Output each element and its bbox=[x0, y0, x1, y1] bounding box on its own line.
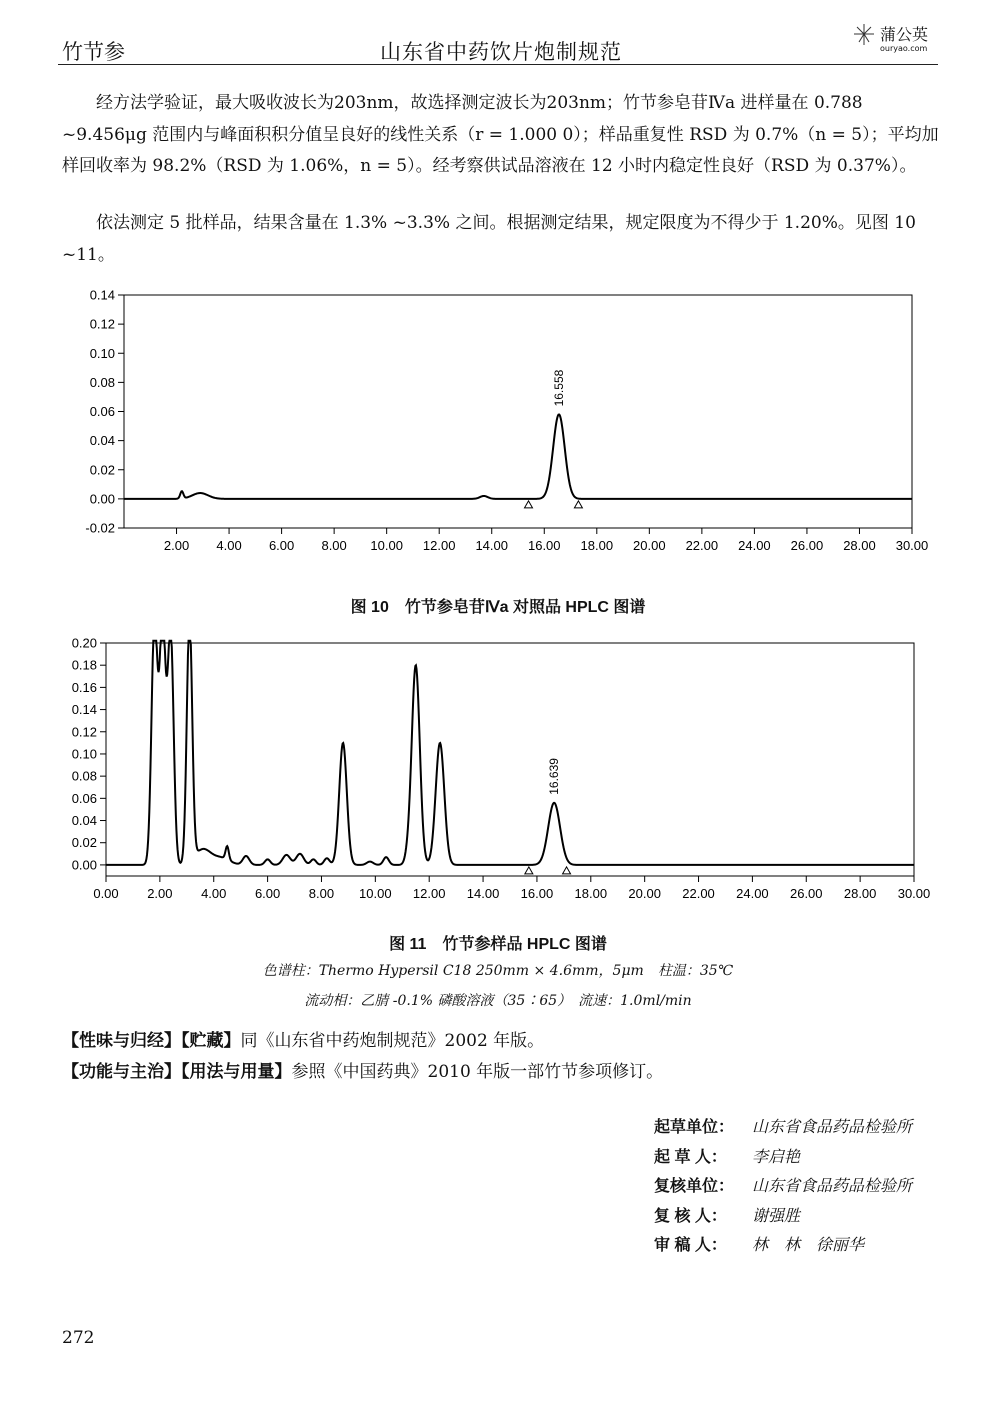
x-tick-label: 28.00 bbox=[843, 538, 876, 553]
y-tick-label: 0.14 bbox=[89, 287, 115, 303]
hplc-chart-sample bbox=[0, 628, 996, 918]
y-tick-label: 0.18 bbox=[71, 657, 97, 673]
x-tick-label: 30.00 bbox=[895, 538, 929, 553]
x-tick-label: 26.00 bbox=[790, 538, 824, 553]
credit-value: 林 林 徐丽华 bbox=[752, 1235, 865, 1254]
credit-value: 山东省食品药品检验所 bbox=[752, 1117, 913, 1136]
header-rule bbox=[58, 64, 938, 65]
chromatogram-trace bbox=[106, 641, 914, 865]
x-tick-label: 0.00 bbox=[93, 886, 119, 901]
running-header-book-title: 山东省中药饮片炮制规范 bbox=[380, 40, 622, 64]
x-tick-label: 24.00 bbox=[736, 886, 769, 901]
credit-value: 李启艳 bbox=[752, 1146, 801, 1166]
x-tick-label: 24.00 bbox=[738, 538, 771, 553]
y-tick-label: 0.08 bbox=[71, 768, 97, 784]
x-tick-label: 10.00 bbox=[359, 886, 392, 901]
method-validation-paragraph: 经方法学验证，最大吸收波长为203nm，故选择测定波长为203nm；竹节参皂苷Ⅳa 进样量在 0.788 ~9.456μg 范围内与峰面积积分值呈良好的线性关系（r = 1.000 0）；样品重复性 RSD 为 0.7%（n = 5）；平均加样回收率为 98.2%（RSD 为 1.06%，n = 5）。经考察供试品溶液在 12 小时内稳定性良好（RSD 为 0.37%）。 bbox=[62, 93, 939, 176]
credit-label: 起 草 人： bbox=[654, 1148, 727, 1166]
integration-marker bbox=[574, 501, 582, 508]
figure-11-caption: 图 11 竹节参样品 HPLC 图谱 bbox=[389, 936, 607, 953]
x-tick-label: 4.00 bbox=[216, 538, 242, 553]
plot-frame bbox=[106, 643, 914, 876]
dandelion-icon bbox=[852, 22, 876, 46]
credit-value: 山东省食品药品检验所 bbox=[752, 1176, 913, 1195]
x-tick-label: 2.00 bbox=[163, 538, 190, 553]
x-tick-label: 14.00 bbox=[475, 538, 509, 553]
running-header-title: 竹节参 bbox=[62, 40, 125, 64]
x-tick-label: 4.00 bbox=[201, 886, 227, 901]
y-tick-label: 0.06 bbox=[89, 404, 115, 419]
x-tick-label: 18.00 bbox=[580, 538, 614, 553]
column-conditions: 色谱柱：Thermo Hypersil C18 250mm × 4.6mm，5μm 柱温：35℃ bbox=[262, 963, 734, 979]
y-tick-label: 0.02 bbox=[89, 462, 115, 478]
integration-marker bbox=[563, 867, 571, 874]
mobile-phase-conditions: 流动相：乙腈 -0.1% 磷酸溶液（35∶65） 流速：1.0ml/min bbox=[304, 993, 692, 1009]
credit-label: 审 稿 人： bbox=[654, 1237, 727, 1254]
x-tick-label: 18.00 bbox=[574, 886, 608, 901]
plot-frame bbox=[124, 295, 912, 528]
y-tick-label: 0.20 bbox=[71, 635, 97, 651]
credit-label: 起草单位： bbox=[654, 1119, 735, 1136]
y-tick-label: 0.00 bbox=[89, 491, 115, 507]
section-heading: 【功能与主治】【用法与用量】 bbox=[62, 1062, 292, 1081]
section-function-usage bbox=[62, 1057, 663, 1082]
x-tick-label: 12.00 bbox=[422, 538, 456, 553]
credit-value: 谢强胜 bbox=[752, 1205, 801, 1225]
y-tick-label: 0.10 bbox=[89, 345, 115, 361]
x-tick-label: 16.00 bbox=[527, 538, 561, 553]
page-number: 272 bbox=[62, 1328, 95, 1348]
chromatogram-trace bbox=[124, 414, 912, 498]
y-tick-label: -0.02 bbox=[85, 520, 115, 536]
y-tick-label: 0.00 bbox=[71, 857, 97, 873]
hplc-chart-reference bbox=[0, 280, 996, 570]
y-tick-label: 0.14 bbox=[71, 702, 97, 718]
section-nature-storage bbox=[62, 1026, 544, 1051]
y-tick-label: 0.04 bbox=[89, 433, 115, 449]
x-tick-label: 8.00 bbox=[321, 538, 347, 553]
x-tick-label: 26.00 bbox=[789, 886, 823, 901]
x-tick-label: 20.00 bbox=[628, 886, 661, 901]
x-tick-label: 2.00 bbox=[147, 886, 173, 901]
credits-block bbox=[654, 1114, 954, 1262]
logo-url: ouryao.com bbox=[880, 44, 928, 53]
section-text: 同《山东省中药炮制规范》2002 年版。 bbox=[240, 1031, 545, 1051]
x-tick-label: 8.00 bbox=[308, 886, 335, 901]
x-tick-label: 14.00 bbox=[466, 886, 500, 901]
credit-row bbox=[654, 1232, 954, 1262]
y-tick-label: 0.12 bbox=[71, 724, 97, 740]
x-tick-label: 6.00 bbox=[268, 538, 295, 553]
x-tick-label: 30.00 bbox=[897, 886, 931, 901]
credit-row bbox=[654, 1114, 954, 1144]
peak-retention-label: 16.639 bbox=[547, 758, 562, 795]
y-tick-label: 0.12 bbox=[89, 316, 115, 332]
y-tick-label: 0.02 bbox=[71, 835, 97, 851]
credit-row bbox=[654, 1203, 954, 1233]
watermark-logo bbox=[852, 20, 942, 60]
y-tick-label: 0.10 bbox=[71, 746, 97, 762]
x-tick-label: 28.00 bbox=[843, 886, 877, 901]
integration-marker bbox=[525, 501, 533, 508]
x-tick-label: 12.00 bbox=[412, 886, 446, 901]
x-tick-label: 22.00 bbox=[685, 538, 719, 553]
peak-retention-label: 16.558 bbox=[551, 369, 566, 407]
x-tick-label: 22.00 bbox=[682, 886, 715, 901]
assay-results-paragraph: 依法测定 5 批样品，结果含量在 1.3% ~3.3% 之间。根据测定结果，规定限度为不得少于 1.20%。见图 10 ~11。 bbox=[62, 213, 916, 265]
integration-marker bbox=[525, 867, 533, 874]
y-tick-label: 0.08 bbox=[89, 374, 115, 390]
credit-row bbox=[654, 1173, 954, 1203]
x-tick-label: 10.00 bbox=[370, 538, 403, 553]
credit-label: 复核单位： bbox=[654, 1178, 735, 1195]
credit-row bbox=[654, 1144, 954, 1174]
y-tick-label: 0.06 bbox=[71, 790, 97, 806]
x-tick-label: 16.00 bbox=[520, 886, 554, 901]
section-heading: 【性味与归经】【贮藏】 bbox=[62, 1031, 241, 1050]
x-tick-label: 20.00 bbox=[633, 538, 666, 553]
logo-text: 蒲公英 bbox=[880, 25, 929, 44]
section-text: 参照《中国药典》2010 年版一部竹节参项修订。 bbox=[291, 1062, 664, 1082]
x-tick-label: 6.00 bbox=[254, 886, 281, 901]
y-tick-label: 0.16 bbox=[71, 679, 97, 695]
credit-label: 复 核 人： bbox=[654, 1207, 727, 1225]
figure-10-caption: 图 10 竹节参皂苷Ⅳa 对照品 HPLC 图谱 bbox=[350, 599, 646, 616]
y-tick-label: 0.04 bbox=[71, 813, 97, 829]
